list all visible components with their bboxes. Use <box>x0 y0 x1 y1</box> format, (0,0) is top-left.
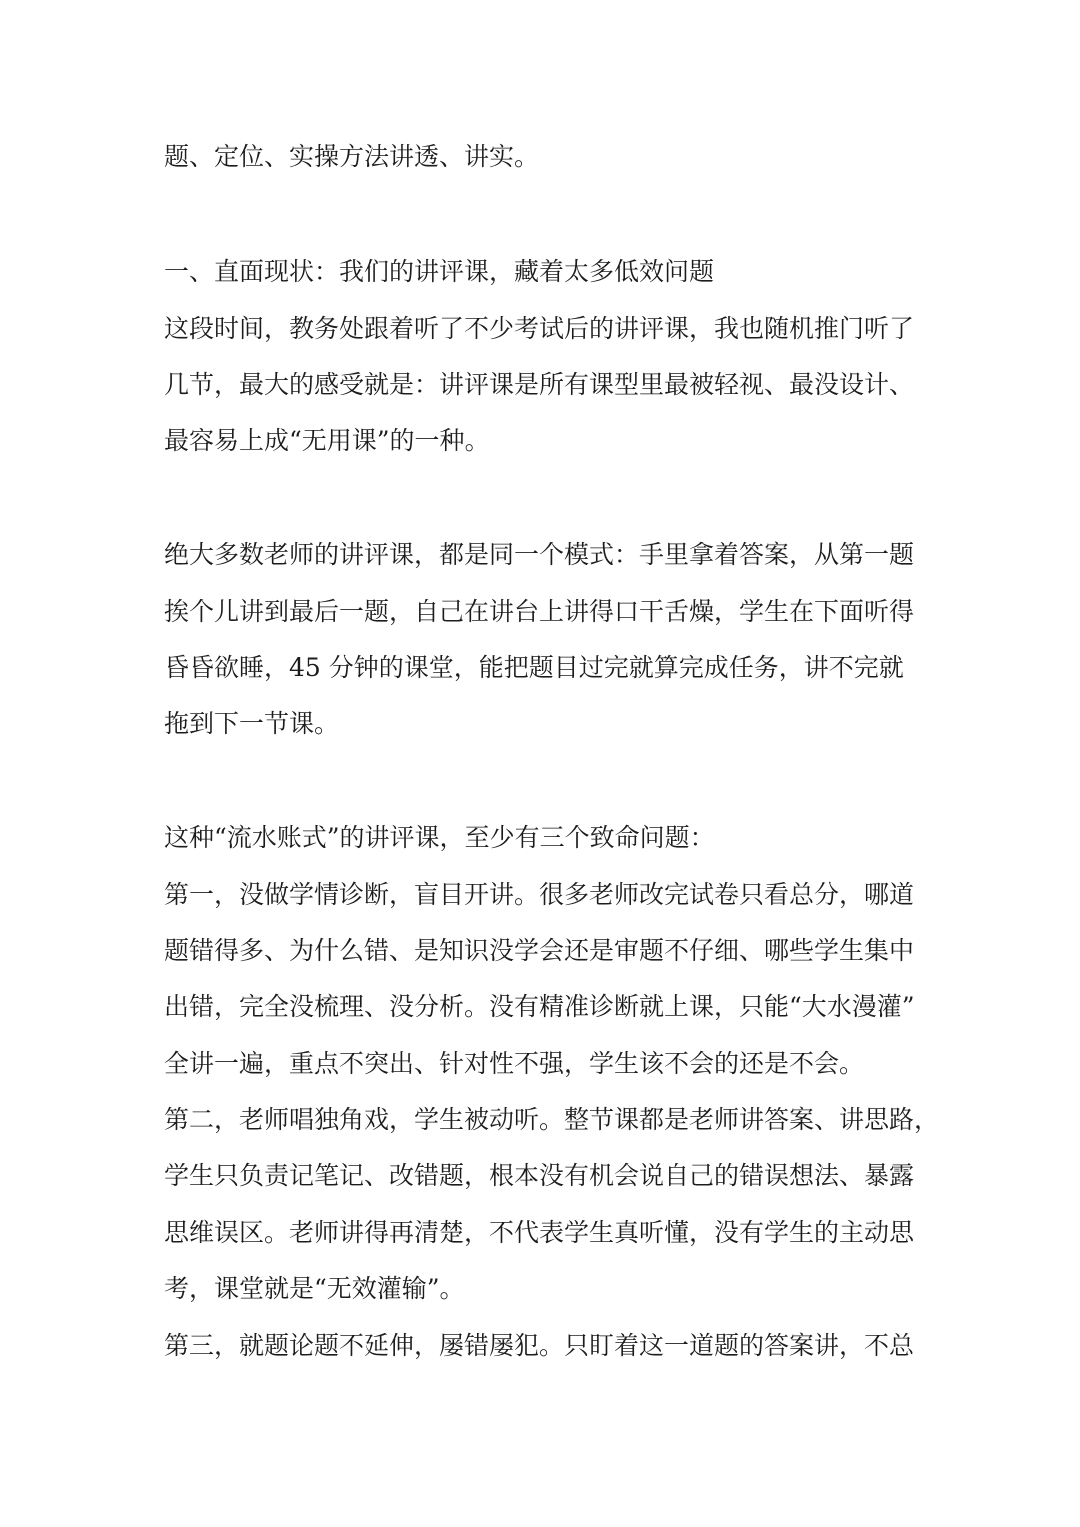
text-line: 题、定位、实操方法讲透、讲实。 <box>164 142 540 171</box>
text-line: 出错，完全没梳理、没分析。没有精准诊断就上课，只能“大水漫灌” <box>164 992 915 1021</box>
text-line: 绝大多数老师的讲评课，都是同一个模式：手里拿着答案，从第一题 <box>164 540 915 569</box>
text-line: 第三，就题论题不延伸，屡错屡犯。只盯着这一道题的答案讲，不总 <box>164 1331 915 1360</box>
text-line: 挨个儿讲到最后一题，自己在讲台上讲得口干舌燥，学生在下面听得 <box>164 597 915 626</box>
text-line: 全讲一遍，重点不突出、针对性不强，学生该不会的还是不会。 <box>164 1049 865 1078</box>
text-line: 题错得多、为什么错、是知识没学会还是审题不仔细、哪些学生集中 <box>164 936 915 965</box>
text-line: 最容易上成“无用课”的一种。 <box>164 426 490 455</box>
text-line: 学生只负责记笔记、改错题，根本没有机会说自己的错误想法、暴露 <box>164 1161 915 1190</box>
text-line: 这段时间，教务处跟着听了不少考试后的讲评课，我也随机推门听了 <box>164 314 915 343</box>
text-line: 这种“流水账式”的讲评课，至少有三个致命问题： <box>164 823 715 852</box>
text-line: 几节，最大的感受就是：讲评课是所有课型里最被轻视、最没设计、 <box>164 370 915 399</box>
text-line: 拖到下一节课。 <box>164 709 340 738</box>
text-line: 第二，老师唱独角戏，学生被动听。整节课都是老师讲答案、讲思路， <box>164 1105 940 1134</box>
text-line: 昏昏欲睡，45 分钟的课堂，能把题目过完就算完成任务，讲不完就 <box>164 653 904 682</box>
section-heading: 一、直面现状：我们的讲评课，藏着太多低效问题 <box>164 257 715 286</box>
text-line: 思维误区。老师讲得再清楚，不代表学生真听懂，没有学生的主动思 <box>164 1218 915 1247</box>
text-line: 考，课堂就是“无效灌输”。 <box>164 1274 465 1303</box>
text-line: 第一，没做学情诊断，盲目开讲。很多老师改完试卷只看总分，哪道 <box>164 880 915 909</box>
